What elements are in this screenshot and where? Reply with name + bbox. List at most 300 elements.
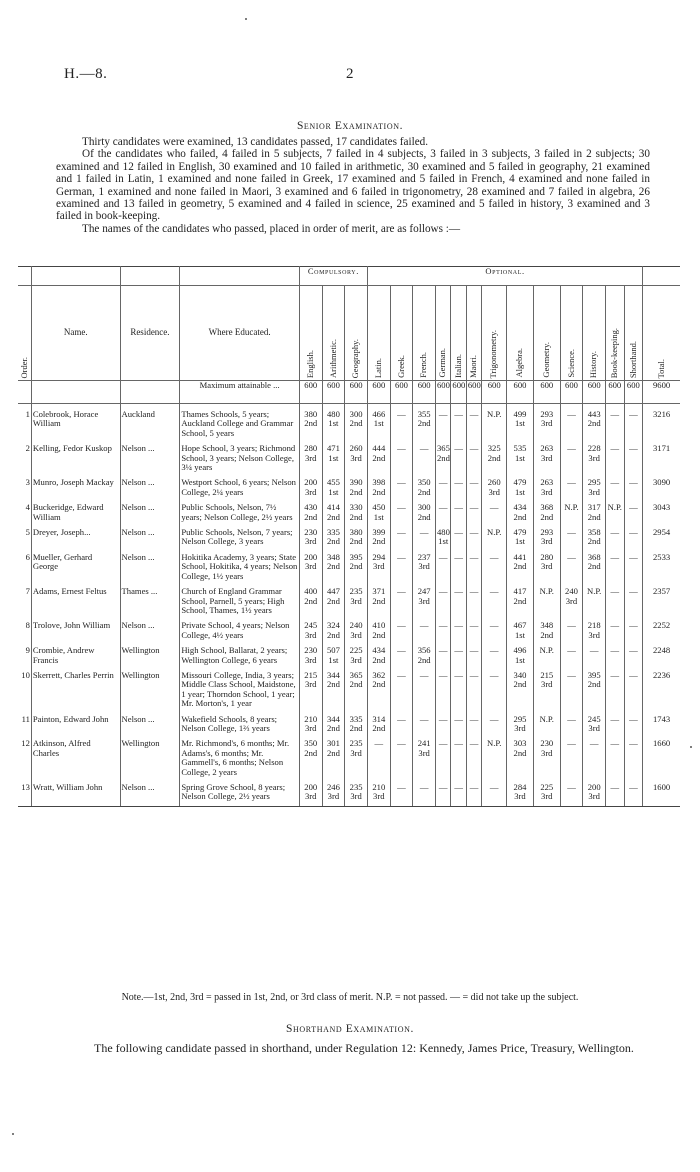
total-cell: 3090 [643, 472, 680, 497]
score-value: — [629, 713, 638, 724]
max-value: 600 [624, 381, 643, 404]
score-value: — [610, 409, 620, 419]
score-cell [466, 733, 481, 777]
score-cell [533, 709, 560, 734]
score-cell [451, 404, 466, 439]
score-cell [606, 438, 625, 472]
score-cell [482, 404, 507, 439]
score-value: — [419, 527, 429, 538]
intro-paragraph: The names of the candidates who passed, placed in order of merit, are as follows :— [82, 222, 461, 235]
max-value: 600 [583, 381, 606, 404]
score-value: — [469, 477, 479, 488]
score-cell [533, 547, 560, 581]
score-value: 444 [372, 443, 386, 454]
score-cell [367, 640, 390, 665]
score-value: 218 [587, 620, 601, 631]
score-class: 3rd [588, 629, 600, 640]
score-class: 1st [514, 418, 525, 429]
candidate-row [18, 665, 680, 709]
score-value: — [610, 551, 620, 562]
score-value: 350 [417, 477, 431, 488]
score-class: 2nd [326, 595, 340, 606]
score-cell [435, 438, 450, 472]
score-class: 3rd [541, 679, 553, 690]
score-cell [413, 733, 436, 777]
score-cell [299, 581, 322, 615]
candidate-row [18, 404, 680, 439]
score-class: 2nd [304, 511, 318, 522]
score-cell [583, 777, 606, 806]
score-class: 3rd [350, 791, 362, 802]
score-cell [466, 522, 481, 547]
score-value: 300 [417, 502, 431, 513]
score-cell [367, 404, 390, 439]
score-value: 330 [349, 502, 363, 513]
score-value: — [454, 738, 463, 749]
score-value: 434 [372, 645, 386, 656]
order-cell: 8 [25, 620, 30, 631]
score-value: 350 [304, 738, 318, 749]
score-value: — [469, 551, 479, 562]
score-value: 241 [417, 738, 431, 749]
max-value: 600 [606, 381, 625, 404]
score-cell [322, 665, 345, 709]
score-value: 368 [587, 551, 601, 562]
max-value: 600 [507, 381, 534, 404]
score-value: — [469, 738, 479, 749]
score-class: 2nd [372, 486, 386, 497]
score-cell [299, 497, 322, 522]
score-value: — [489, 502, 499, 513]
score-class: 2nd [587, 536, 601, 547]
score-class: 1st [373, 418, 384, 429]
max-value: 600 [390, 381, 413, 404]
subject-header: French. [418, 352, 429, 378]
score-class: 2nd [326, 679, 340, 690]
score-value: — [567, 527, 576, 538]
score-value: 317 [587, 502, 601, 513]
score-cell [413, 438, 436, 472]
score-value: — [469, 620, 479, 631]
score-cell [606, 497, 625, 522]
score-class: 2nd [587, 418, 601, 429]
subject-header: Latin. [373, 357, 384, 378]
score-cell [482, 547, 507, 581]
score-class: 3rd [541, 747, 553, 758]
total-cell: 2236 [643, 665, 680, 709]
score-class: 2nd [326, 536, 340, 547]
score-cell [533, 665, 560, 709]
score-class: 1st [514, 452, 525, 463]
score-value: 200 [304, 551, 318, 562]
order-cell: 10 [21, 669, 30, 680]
table-note: Note.—1st, 2nd, 3rd = passed in 1st, 2nd, or 3rd class of merit. N.P. = not passed. — = did not take up the subject. [121, 992, 579, 1003]
score-value: — [454, 527, 463, 538]
senior-exam-text [56, 136, 650, 235]
score-value: 410 [372, 620, 386, 631]
maximum-label: Maximum attainable ... [180, 381, 300, 404]
score-class: 3rd [305, 561, 317, 572]
candidate-row [18, 777, 680, 806]
score-cell [466, 777, 481, 806]
score-value: 417 [513, 586, 527, 597]
senior-exam-title: Senior Examination. [296, 120, 404, 132]
score-value: 390 [349, 477, 363, 488]
score-cell [390, 581, 413, 615]
score-cell [451, 665, 466, 709]
score-class: 2nd [349, 722, 363, 733]
residence-cell: Nelson ... [120, 547, 180, 581]
score-value: 228 [587, 443, 601, 454]
score-value: 365 [436, 443, 450, 454]
score-cell [451, 438, 466, 472]
score-value: — [469, 443, 479, 454]
order-cell: 2 [25, 443, 30, 454]
score-value: 443 [587, 409, 601, 419]
score-value: — [438, 477, 448, 488]
score-value: 230 [304, 527, 318, 538]
score-cell [435, 472, 450, 497]
order-cell: 3 [25, 477, 30, 488]
score-cell [606, 777, 625, 806]
score-value: — [469, 645, 479, 656]
score-class: 2nd [587, 561, 601, 572]
residence-cell: Nelson ... [120, 522, 180, 547]
max-total: 9600 [643, 381, 680, 404]
candidate-row [18, 547, 680, 581]
order-cell: 1 [25, 409, 30, 419]
candidate-row [18, 709, 680, 734]
score-value: — [438, 713, 448, 724]
score-class: 2nd [304, 595, 318, 606]
score-class: 3rd [327, 791, 340, 802]
scan-speck [12, 1133, 14, 1135]
score-class: 3rd [588, 791, 600, 802]
score-cell [466, 547, 481, 581]
score-cell [367, 522, 390, 547]
score-cell [533, 640, 560, 665]
score-cell [451, 522, 466, 547]
score-value: — [610, 443, 620, 454]
column-header-row [18, 286, 680, 381]
score-value: 240 [565, 586, 578, 597]
candidate-row [18, 615, 680, 640]
score-cell [435, 777, 450, 806]
maximum-row [18, 381, 680, 404]
score-class: 2nd [372, 722, 386, 733]
score-cell [507, 581, 534, 615]
score-value: 210 [304, 713, 318, 724]
score-class: 2nd [587, 679, 601, 690]
score-value: 325 [487, 443, 501, 454]
score-cell [299, 615, 322, 640]
score-value: N.P. [487, 527, 502, 538]
score-cell [299, 709, 322, 734]
score-cell [583, 404, 606, 439]
score-value: 358 [587, 527, 601, 538]
score-cell [299, 438, 322, 472]
score-value: 479 [513, 527, 527, 538]
residence-cell: Nelson ... [120, 497, 180, 522]
score-value: 293 [540, 409, 554, 419]
score-cell [322, 497, 345, 522]
score-cell [345, 615, 368, 640]
name-cell: Munro, Joseph Mackay [31, 472, 120, 497]
order-cell: 12 [21, 738, 30, 749]
subject-header: Algebra. [514, 348, 525, 378]
score-cell [345, 640, 368, 665]
score-value: — [629, 409, 638, 419]
score-value: — [454, 477, 463, 488]
total-cell: 2533 [643, 547, 680, 581]
score-cell [560, 581, 583, 615]
score-value: N.P. [586, 586, 602, 597]
subject-header: Geometry. [541, 342, 552, 378]
score-class: 3rd [541, 561, 553, 572]
score-cell [451, 640, 466, 665]
score-cell [322, 709, 345, 734]
score-value: 340 [513, 669, 527, 680]
score-class: 2nd [513, 679, 527, 690]
score-cell [606, 547, 625, 581]
score-value: — [469, 586, 479, 597]
score-value: 200 [304, 782, 318, 792]
subject-header: Geography. [350, 338, 361, 378]
score-value: 335 [326, 527, 340, 538]
score-value: — [397, 782, 406, 792]
score-cell [367, 472, 390, 497]
name-header: Name. [31, 286, 120, 381]
score-class: 2nd [326, 747, 340, 758]
score-value: 324 [326, 620, 340, 631]
score-value: 466 [372, 409, 386, 419]
score-value: — [454, 586, 463, 597]
score-value: N.P. [539, 586, 554, 597]
score-class: 2nd [417, 418, 431, 429]
score-cell [560, 665, 583, 709]
score-value: — [489, 586, 499, 597]
score-cell [435, 547, 450, 581]
score-cell [482, 472, 507, 497]
educated-cell: Private School, 4 years; Nelson College, 4½ years [180, 615, 300, 640]
score-value: 480 [436, 527, 450, 538]
educated-cell: Public Schools, Nelson, 7½ years; Nelson College, 2½ years [180, 497, 300, 522]
score-value: — [629, 586, 638, 597]
score-cell [624, 547, 643, 581]
failures-paragraph: Of the candidates who failed, 4 failed in 5 subjects, 7 failed in 4 subjects, 3 failed in 3 subjects, 3 failed in 2 subjects; 30 examined and 12 failed in English, 30 examined and 10 failed in arithmetic, 30 examined and 5 failed in geography, 21 examined and 1 failed in Latin, 1 examined and none failed in Greek, 17 examined and 5 failed in French, 4 examined and none failed in German, 1 examined and none failed in Maori, 3 examined and 6 failed in trigonometry, 28 examined and 7 failed in algebra, 26 examined and 13 failed in geometry, 5 examined and 4 failed in science, 25 examined and 5 failed in history, 3 examined and 3 failed in book-keeping. [56, 148, 650, 223]
residence-cell: Auckland [120, 404, 180, 439]
score-class: 2nd [372, 654, 386, 665]
score-cell [466, 640, 481, 665]
score-class: 3rd [350, 747, 362, 758]
score-value: 430 [304, 502, 318, 513]
score-cell [482, 522, 507, 547]
score-class: 3rd [488, 486, 500, 497]
score-value: 362 [372, 669, 386, 680]
residence-cell: Nelson ... [120, 438, 180, 472]
score-value: 237 [417, 551, 431, 562]
score-cell [390, 615, 413, 640]
score-cell [390, 522, 413, 547]
score-value: 450 [372, 502, 386, 513]
score-cell [482, 581, 507, 615]
score-value: — [489, 713, 499, 724]
score-value: — [567, 443, 576, 454]
score-class: 3rd [305, 722, 317, 733]
score-class: 2nd [326, 561, 340, 572]
score-class: 2nd [372, 595, 386, 606]
score-cell [345, 438, 368, 472]
score-class: 1st [328, 486, 339, 497]
score-value: — [419, 443, 429, 454]
score-cell [624, 709, 643, 734]
score-cell [606, 615, 625, 640]
score-value: 455 [326, 477, 340, 488]
score-cell [299, 522, 322, 547]
score-value: — [567, 713, 576, 724]
score-cell [466, 709, 481, 734]
score-cell [345, 733, 368, 777]
score-cell [390, 640, 413, 665]
score-cell [560, 404, 583, 439]
score-cell [466, 472, 481, 497]
score-value: — [397, 586, 406, 597]
score-class: 2nd [349, 679, 363, 690]
page-number: 2 [346, 66, 354, 82]
score-value: N.P. [564, 502, 579, 513]
score-cell [466, 497, 481, 522]
score-value: — [454, 409, 463, 419]
score-value: N.P. [607, 502, 622, 513]
score-class: 3rd [418, 595, 430, 606]
score-cell [345, 547, 368, 581]
score-value: 479 [513, 477, 527, 488]
educated-header: Where Educated. [180, 286, 300, 381]
total-cell: 3171 [643, 438, 680, 472]
score-cell [390, 709, 413, 734]
score-value: 348 [540, 620, 554, 631]
score-cell [482, 709, 507, 734]
score-cell [299, 472, 322, 497]
score-value: — [567, 551, 576, 562]
score-class: 2nd [304, 418, 318, 429]
score-cell [624, 438, 643, 472]
score-cell [435, 665, 450, 709]
max-value: 600 [482, 381, 507, 404]
score-value: — [629, 669, 638, 680]
score-class: 1st [438, 536, 449, 547]
score-class: 2nd [349, 511, 363, 522]
score-cell [466, 581, 481, 615]
score-cell [533, 472, 560, 497]
score-cell [451, 709, 466, 734]
score-value: — [629, 527, 638, 538]
score-cell [345, 777, 368, 806]
score-value: — [567, 620, 576, 631]
score-value: 507 [326, 645, 340, 656]
score-cell [451, 472, 466, 497]
subject-header: Arithmetic. [327, 339, 338, 378]
score-cell [507, 640, 534, 665]
educated-cell: Hope School, 3 years; Richmond School, 3 years; Nelson College, 3¼ years [180, 438, 300, 472]
score-value: — [469, 669, 479, 680]
score-class: 3rd [305, 629, 317, 640]
score-cell [435, 709, 450, 734]
residence-cell: Wellington [120, 640, 180, 665]
educated-cell: Westport School, 6 years; Nelson College, 2¼ years [180, 472, 300, 497]
score-cell [299, 640, 322, 665]
score-cell [507, 709, 534, 734]
score-cell [367, 438, 390, 472]
score-value: 230 [540, 738, 554, 749]
max-value: 600 [451, 381, 466, 404]
score-cell [367, 497, 390, 522]
order-cell: 5 [25, 527, 30, 538]
score-cell [624, 522, 643, 547]
candidate-row [18, 497, 680, 522]
score-cell [560, 709, 583, 734]
score-value: — [397, 443, 406, 454]
score-value: — [629, 551, 638, 562]
score-value: 200 [304, 477, 318, 488]
score-value: 371 [372, 586, 386, 597]
score-value: — [397, 713, 406, 724]
score-cell [560, 640, 583, 665]
score-value: 210 [372, 782, 386, 792]
total-cell: 1600 [643, 777, 680, 806]
score-value: — [610, 669, 620, 680]
score-cell [451, 581, 466, 615]
candidate-row [18, 640, 680, 665]
shorthand-paragraph: The following candidate passed in shorthand, under Regulation 12: Kennedy, James Price, Treasury, Wellington. [94, 1041, 634, 1055]
score-value: — [589, 738, 599, 749]
score-class: 3rd [418, 747, 430, 758]
score-value: N.P. [487, 738, 502, 749]
order-cell: 9 [25, 645, 30, 656]
residence-cell: Nelson ... [120, 472, 180, 497]
score-cell [413, 665, 436, 709]
score-value: 380 [304, 409, 318, 419]
score-cell [413, 472, 436, 497]
name-cell: Dreyer, Joseph... [31, 522, 120, 547]
score-class: 3rd [514, 722, 526, 733]
score-cell [507, 547, 534, 581]
score-class: 2nd [349, 561, 363, 572]
score-value: — [454, 620, 463, 631]
score-cell [507, 777, 534, 806]
score-value: — [454, 443, 463, 454]
score-class: 1st [514, 536, 525, 547]
score-cell [624, 733, 643, 777]
score-cell [367, 709, 390, 734]
score-value: — [419, 713, 429, 724]
order-cell: 4 [25, 502, 30, 513]
score-class: 1st [514, 629, 525, 640]
score-cell [390, 777, 413, 806]
score-value: — [469, 502, 479, 513]
score-class: 2nd [372, 452, 386, 463]
score-value: — [397, 669, 406, 680]
score-cell [482, 777, 507, 806]
score-value: — [610, 586, 620, 597]
educated-cell: Missouri College, India, 3 years; Middle Class School, Maidstone, 1 year; Thorndon School, 1 year; Mr. Morton's, 1 year [180, 665, 300, 709]
score-value: — [629, 477, 638, 488]
score-cell [507, 522, 534, 547]
score-class: 3rd [350, 452, 362, 463]
score-class: 1st [328, 654, 339, 665]
score-cell [583, 581, 606, 615]
score-cell [322, 581, 345, 615]
